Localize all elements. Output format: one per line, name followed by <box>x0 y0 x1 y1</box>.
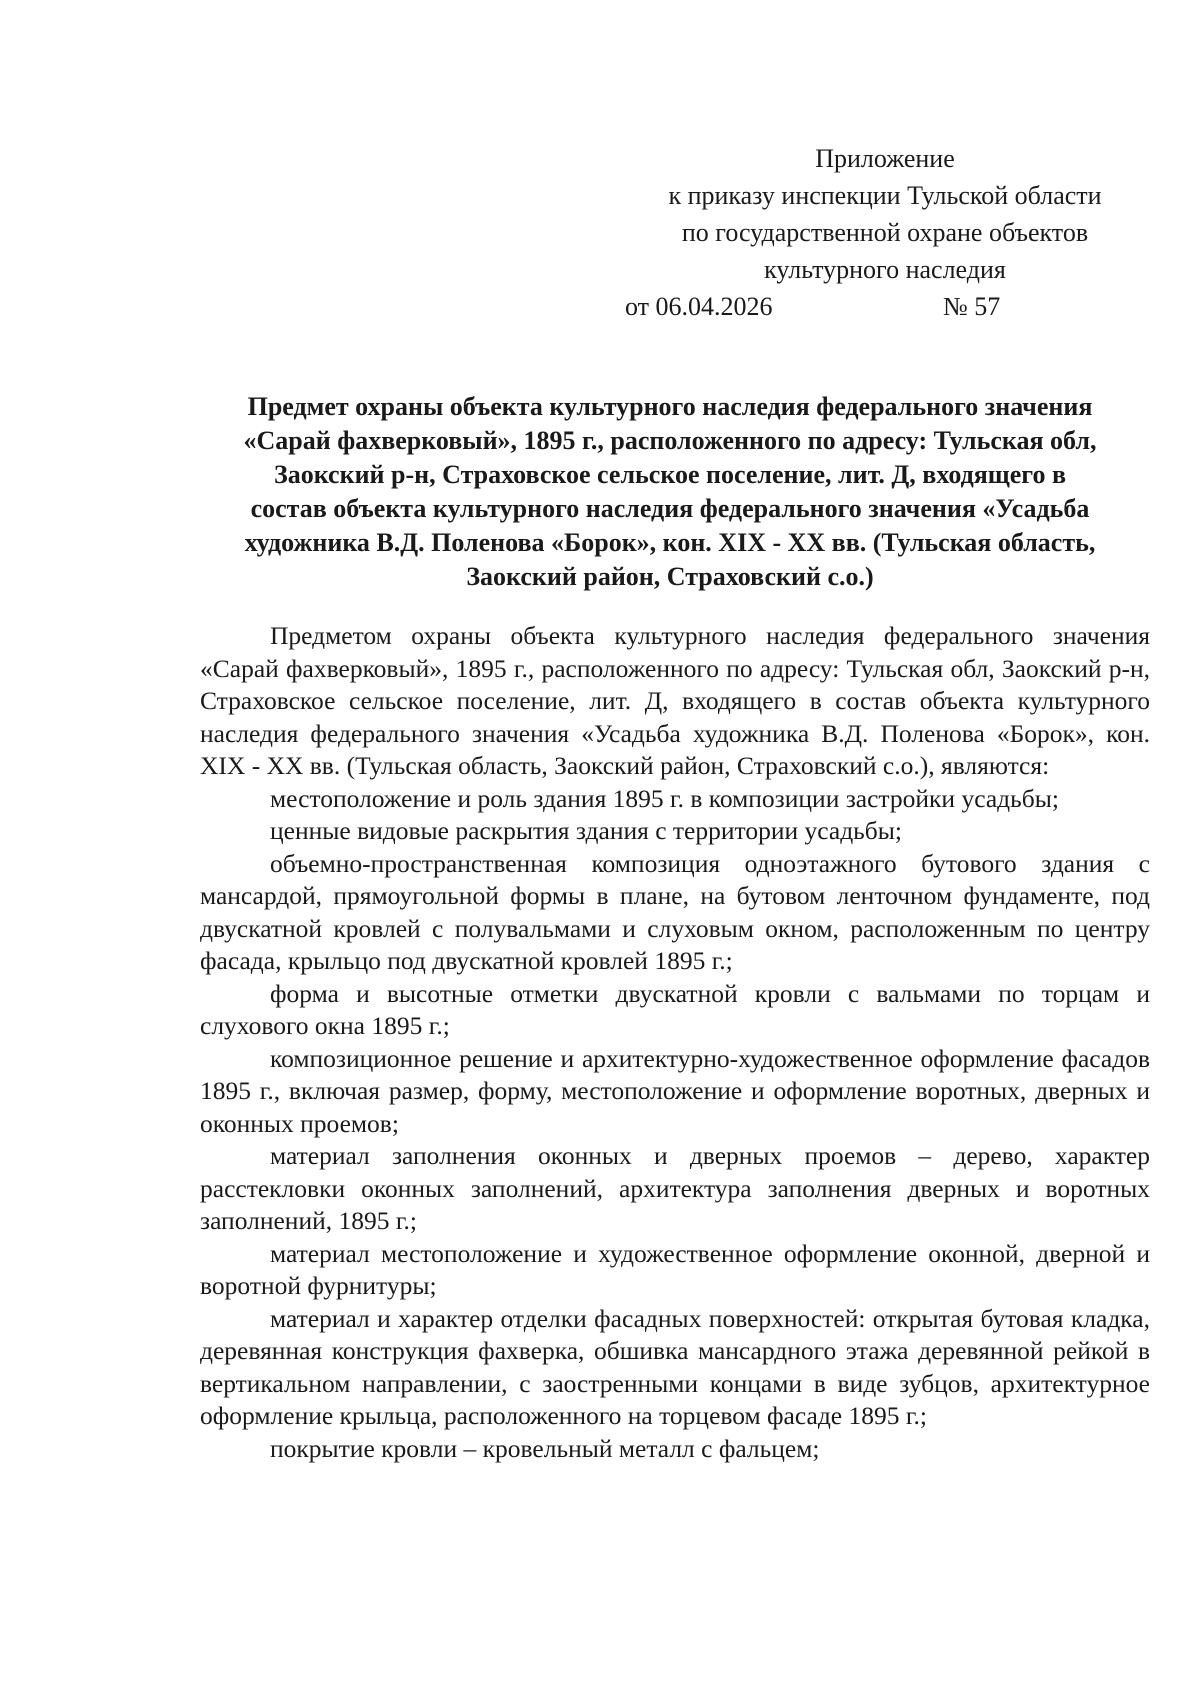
title-line: Предмет охраны объекта культурного наследия федерального значения <box>247 392 1093 421</box>
body-paragraph-intro: Предметом охраны объекта культурного наследия федерального значения «Сарай фахверковый», 1895 г., расположенного по адресу: Тульская обл, Заокский р-н, Страховское сельское поселение, лит. Д, входящего в состав объекта культурного наследия федерального значения «Усадьба художника В.Д. Поленова «Борок», кон. XIX - XX вв. (Тульская область, Заокский район, Страховский с.о.), являются: <box>200 621 1150 780</box>
appendix-label: Приложение <box>815 144 955 173</box>
appendix-heritage-line: культурного наследия <box>764 255 1006 284</box>
body-paragraph-item: форма и высотные отметки двускатной кровли с вальмами по торцам и слухового окна 1895 г.; <box>200 978 1150 1040</box>
body-paragraph-item: композиционное решение и архитектурно-художественное оформление фасадов 1895 г., включая размер, форму, местоположение и оформление воротных, дверных и оконных проемов; <box>200 1043 1150 1138</box>
order-date: от 06.04.2026 <box>625 292 773 321</box>
body-paragraph-item: местоположение и роль здания 1895 г. в композиции застройки усадьбы; <box>270 783 1059 813</box>
body-paragraph-item: ценные видовые раскрытия здания с территории усадьбы; <box>270 816 902 845</box>
title-line: Заокский район, Страховский с.о.) <box>466 562 874 591</box>
title-line: Заокский р-н, Страховское сельское поселение, лит. Д, входящего в <box>274 460 1066 489</box>
title-line: состав объекта культурного наследия федерального значения «Усадьба <box>250 494 1090 523</box>
document-body <box>200 620 1150 1465</box>
body-paragraph-item: покрытие кровли – кровельный металл с фальцем; <box>270 1433 820 1463</box>
order-number: № 57 <box>943 292 1001 321</box>
body-paragraph-item: материал и характер отделки фасадных поверхностей: открытая бутовая кладка, деревянная конструкция фахверка, обшивка мансардного этажа деревянной рейкой в вертикальном направлении, с заостренными концами в виде зубцов, архитектурное оформление крыльца, расположенного на торцевом фасаде 1895 г.; <box>200 1303 1150 1430</box>
body-paragraph-item: объемно-пространственная композиция одноэтажного бутового здания с мансардой, прямоугольной формы в плане, на бутовом ленточном фундаменте, под двускатной кровлей с полувальмами и слуховым окном, расположенным по центру фасада, крыльцо под двускатной кровлей 1895 г.; <box>200 848 1150 975</box>
title-line: «Сарай фахверковый», 1895 г., расположенного по адресу: Тульская обл, <box>243 426 1097 455</box>
body-paragraph-item: материал заполнения оконных и дверных проемов – дерево, характер расстекловки оконных заполнений, архитектура заполнения дверных и воротных заполнений, 1895 г.; <box>200 1141 1150 1235</box>
document-title <box>190 390 1150 594</box>
appendix-order-line: к приказу инспекции Тульской области <box>668 181 1102 210</box>
appendix-authority-line: по государственной охране объектов <box>681 218 1089 247</box>
body-paragraph-item: материал местоположение и художественное оформление оконной, дверной и воротной фурнитуры; <box>200 1238 1150 1300</box>
title-line: художника В.Д. Поленова «Борок», кон. XIX - XX вв. (Тульская область, <box>244 528 1096 557</box>
appendix-header <box>630 140 1140 288</box>
